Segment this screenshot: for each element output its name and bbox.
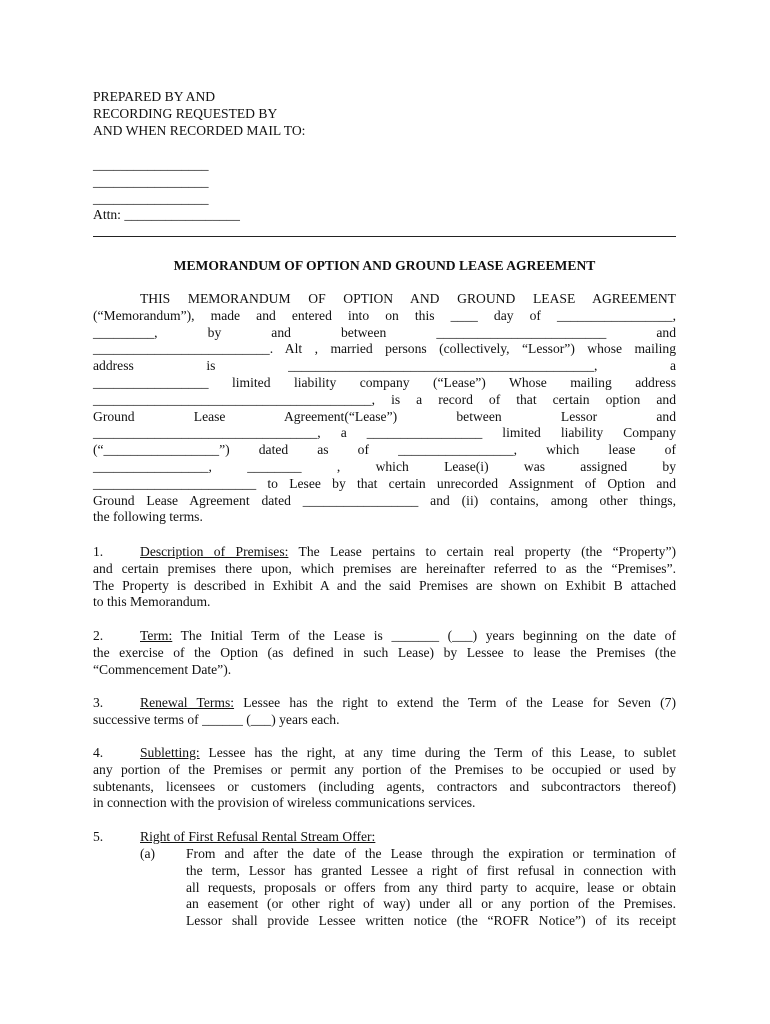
section-number: 2. <box>93 628 104 643</box>
header-line: RECORDING REQUESTED BY <box>93 105 278 121</box>
section-text: The Property is described in Exhibit A and the said Premises are shown on Exhibit B attached <box>93 577 676 593</box>
intro-line: _________________ limited liability company (“Lease”) Whose mailing address <box>93 374 676 390</box>
header-line: PREPARED BY AND <box>93 89 216 104</box>
section-number: 4. <box>93 745 104 760</box>
mail-to-block <box>93 157 676 224</box>
section-number: 1. <box>93 544 104 559</box>
section-heading: Right of First Refusal Rental Stream Offer: <box>140 829 376 844</box>
intro-line: _________________________________________, is a record of that certain option and <box>93 391 676 407</box>
intro-line: (“_________________”) dated as of _________________, which lease of <box>93 442 676 458</box>
address-blank: _________________ <box>93 157 209 172</box>
section-number: 3. <box>93 695 104 710</box>
recording-header <box>93 89 676 139</box>
document-title: MEMORANDUM OF OPTION AND GROUND LEASE AGREEMENT <box>173 258 596 273</box>
section-text: “Commencement Date”). <box>93 661 232 677</box>
attn-line: Attn: _________________ <box>93 207 240 223</box>
subsection-text: From and after the date of the Lease through the expiration or termination of <box>186 846 676 861</box>
intro-line: _________________________________, a _________________ limited liability Company <box>93 425 676 441</box>
intro-line: Ground Lease Agreement dated _________________ and (ii) contains, among other things, <box>93 492 676 508</box>
header-line: AND WHEN RECORDED MAIL TO: <box>93 122 306 138</box>
section-text: The Lease pertains to certain real property (the “Property”) <box>288 544 677 559</box>
section-heading: Renewal Terms: <box>140 695 235 710</box>
intro-line: the following terms. <box>93 509 203 525</box>
intro-line: address is _____________________________________________, a <box>93 358 676 374</box>
section-term <box>93 628 676 678</box>
subsection-text: Lessor shall provide Lessee written notice (the “ROFR Notice”) of its receipt <box>186 913 676 929</box>
section-text: subtenants, licensees or customers (including agents, contractors and subcontractors thereof) <box>93 778 676 794</box>
subsection-text: all requests, proposals or offers from any third party to acquire, lease or obtain <box>186 879 676 895</box>
section-premises <box>93 544 676 611</box>
section-text: and certain premises there upon, which premises are hereinafter referred to as the “Premises”. <box>93 560 676 576</box>
address-blank: _________________ <box>93 173 209 189</box>
section-heading: Term: <box>140 628 173 643</box>
section-text: Lessee has the right to extend the Term of the Lease for Seven (7) <box>234 695 676 710</box>
section-text: in connection with the provision of wireless communications services. <box>93 795 476 811</box>
intro-line: Ground Lease Agreement(“Lease”) between Lessor and <box>93 408 676 424</box>
section-text: The Initial Term of the Lease is _______ (___) years beginning on the date of <box>172 628 676 643</box>
intro-line: _________, by and between _________________________ and <box>93 324 676 340</box>
subsection-text: an easement (or other right of way) under all or any portion of the Premises. <box>186 896 676 912</box>
intro-line: __________________________. Alt , married persons (collectively, “Lessor”) whose mailing <box>93 341 676 357</box>
address-blank: _________________ <box>93 190 209 206</box>
header-divider <box>93 236 676 237</box>
section-text: successive terms of ______ (___) years each. <box>93 711 340 727</box>
section-first-refusal <box>93 829 676 846</box>
section-text: to this Memorandum. <box>93 594 211 610</box>
section-heading: Description of Premises: <box>140 544 289 559</box>
section-renewal-terms <box>93 695 676 729</box>
section-text: the exercise of the Option (as defined in such Lease) by Lessee to lease the Premises (the <box>93 644 676 660</box>
section-subletting <box>93 745 676 812</box>
section-heading: Subletting: <box>140 745 200 760</box>
section-text: Lessee has the right, at any time during the Term of this Lease, to sublet <box>199 745 676 760</box>
intro-line: _________________, ________ , which Lease(i) was assigned by <box>93 458 676 474</box>
intro-paragraph <box>93 291 676 526</box>
subsection-text: the term, Lessor has granted Lessee a right of first refusal in connection with <box>186 862 676 878</box>
section-number: 5. <box>93 829 104 844</box>
section-text: any portion of the Premises or permit any portion of the Premises to be occupied or used by <box>93 761 676 777</box>
intro-line: THIS MEMORANDUM OF OPTION AND GROUND LEASE AGREEMENT <box>140 291 676 306</box>
subsection-label: (a) <box>140 846 156 861</box>
intro-line: (“Memorandum”), made and entered into on this ____ day of _________________, <box>93 307 676 323</box>
intro-line: ________________________ to Lesee by that certain unrecorded Assignment of Option and <box>93 475 676 491</box>
